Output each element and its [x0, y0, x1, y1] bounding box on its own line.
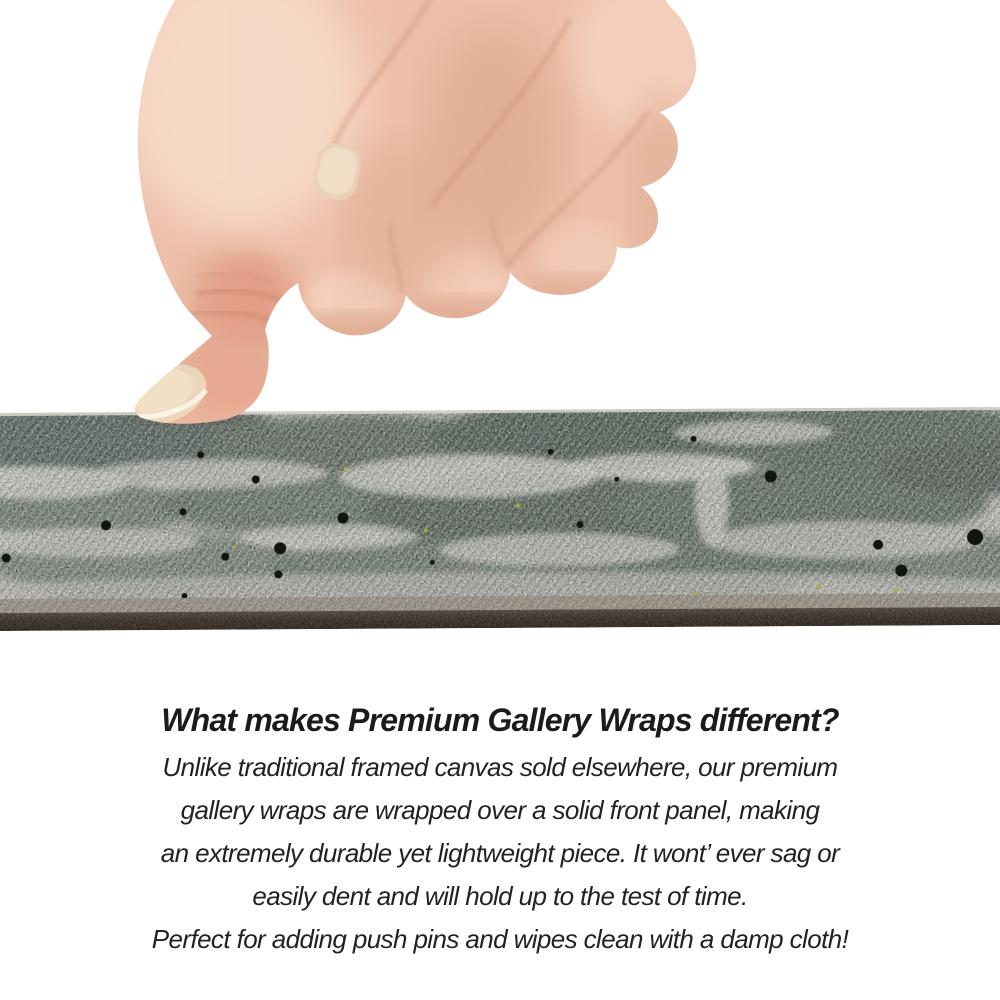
body-line-3: an extremely durable yet lightweight piece. It wont’ ever sag or: [160, 838, 840, 868]
body-line-4: easily dent and will hold up to the test of time.: [252, 881, 748, 911]
marketing-text-block: [0, 699, 1000, 961]
body-line-2: gallery wraps are wrapped over a solid front panel, making: [180, 795, 820, 825]
headline: What makes Premium Gallery Wraps different?: [161, 702, 839, 738]
body-line-1: Unlike traditional framed canvas sold elsewhere, our premium: [162, 752, 838, 782]
canvas-strip-photo: [0, 407, 1000, 631]
body-line-5: Perfect for adding push pins and wipes clean with a damp cloth!: [151, 924, 849, 954]
hand-pressing-thumb-photo: [100, 0, 720, 430]
